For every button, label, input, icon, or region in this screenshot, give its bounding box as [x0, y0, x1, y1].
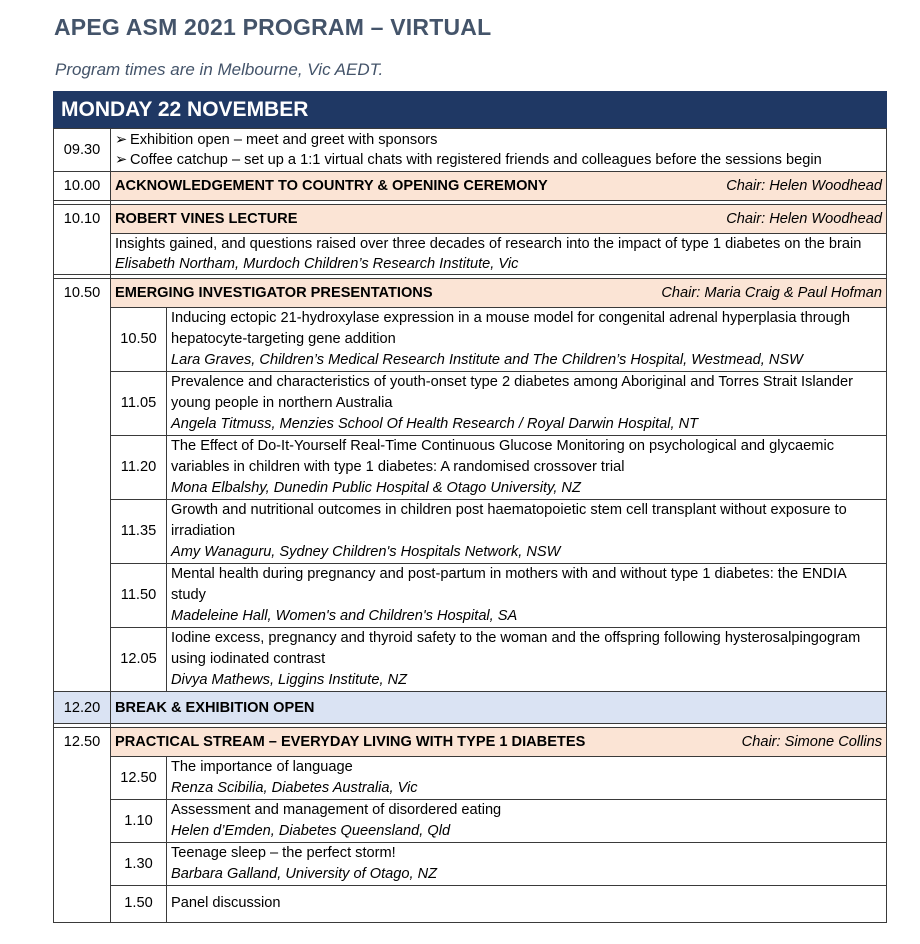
talk-time: 12.50 — [111, 757, 167, 800]
page-subtitle: Program times are in Melbourne, Vic AEDT. — [55, 60, 384, 79]
arrow-bullet-icon: ➢ — [115, 132, 128, 148]
talk-row — [111, 436, 886, 500]
intro-row — [54, 129, 887, 172]
intro-time: 09.30 — [54, 129, 111, 172]
talk-time: 1.10 — [111, 800, 167, 843]
session-chair: Chair: Helen Woodhead — [726, 211, 882, 227]
talk-row — [111, 308, 886, 372]
eip-talks — [111, 308, 887, 692]
session-chair: Chair: Simone Collins — [741, 734, 882, 750]
break-time: 12.20 — [54, 692, 111, 724]
session-row-opening — [54, 172, 887, 201]
session-header — [111, 279, 887, 308]
session-time: 10.00 — [54, 172, 111, 201]
talk-row — [111, 757, 886, 800]
session-title: ROBERT VINES LECTURE — [115, 211, 298, 227]
talk-title: Assessment and management of disordered eating — [171, 802, 502, 818]
talk-row — [111, 628, 886, 692]
session-row-lecture — [54, 205, 887, 234]
session-header — [111, 205, 887, 234]
session-row-practical — [54, 728, 887, 757]
talk-row — [111, 843, 886, 886]
talk-row — [111, 500, 886, 564]
talk-title: The Effect of Do-It-Yourself Real-Time Continuous Glucose Monitoring on psychological and glycaemic variables in children with type 1 diabetes: A randomised crossover trial — [171, 438, 834, 475]
lecture-talk-row — [54, 234, 887, 275]
talk-time: 11.05 — [111, 372, 167, 436]
talk-speaker: Elisabeth Northam, Murdoch Children’s Research Institute, Vic — [115, 256, 519, 272]
talk-cell — [167, 843, 887, 886]
talk-title: Prevalence and characteristics of youth-onset type 2 diabetes among Aboriginal and Torres Strait Islander young people in northern Australia — [171, 374, 853, 411]
talk-cell — [167, 757, 887, 800]
break-title: BREAK & EXHIBITION OPEN — [115, 699, 315, 716]
talk-title: Growth and nutritional outcomes in children post haematopoietic stem cell transplant without exposure to irradiation — [171, 502, 847, 539]
page-title: APEG ASM 2021 PROGRAM – VIRTUAL — [54, 14, 492, 40]
session-header — [111, 728, 887, 757]
talk-speaker: Divya Mathews, Liggins Institute, NZ — [171, 672, 408, 688]
talk-cell — [167, 436, 887, 500]
talk-title: Teenage sleep – the perfect storm! — [171, 845, 396, 861]
talk-cell — [167, 500, 887, 564]
talk-cell — [167, 564, 887, 628]
talk-title: Iodine excess, pregnancy and thyroid safety to the woman and the offspring following hysterosalpingogram using iodinated contrast — [171, 630, 861, 667]
talk-speaker: Lara Graves, Children’s Medical Research Institute and The Children’s Hospital, Westmead, NSW — [171, 352, 803, 368]
session-chair: Chair: Maria Craig & Paul Hofman — [661, 285, 882, 301]
arrow-bullet-icon: ➢ — [115, 152, 128, 168]
session-title: ACKNOWLEDGEMENT TO COUNTRY & OPENING CEREMONY — [115, 178, 548, 194]
session-title: EMERGING INVESTIGATOR PRESENTATIONS — [115, 285, 433, 301]
session-title: PRACTICAL STREAM – EVERYDAY LIVING WITH TYPE 1 DIABETES — [115, 734, 586, 750]
talk-cell — [167, 628, 887, 692]
session-row-eip — [54, 279, 887, 308]
session-header — [111, 172, 887, 201]
talk-time: 12.05 — [111, 628, 167, 692]
bullet-item: ➢ Exhibition open – meet and greet with sponsors — [115, 132, 438, 148]
session-chair: Chair: Helen Woodhead — [726, 178, 882, 194]
talk-title: Panel discussion — [171, 895, 281, 912]
talk-title: Inducing ectopic 21-hydroxylase expression in a mouse model for congenital adrenal hyperplasia through hepatocyte-targeting gene addition — [171, 310, 851, 347]
talk-cell — [167, 886, 887, 922]
talk-time: 11.35 — [111, 500, 167, 564]
talk-row — [111, 886, 886, 922]
talk-title: The importance of language — [171, 759, 353, 775]
practical-talks — [111, 757, 887, 923]
break-cell — [111, 692, 887, 724]
talk-cell — [167, 372, 887, 436]
intro-bullets — [111, 129, 887, 172]
day-header: MONDAY 22 NOVEMBER — [53, 91, 887, 128]
talk-title: Insights gained, and questions raised over three decades of research into the impact of type 1 diabetes on the brain — [115, 236, 862, 252]
talk-cell — [111, 234, 887, 275]
break-row — [54, 692, 887, 724]
talk-time: 10.50 — [111, 308, 167, 372]
bullet-item: ➢ Coffee catchup – set up a 1:1 virtual chats with registered friends and colleagues before the sessions begin — [115, 152, 822, 168]
talk-speaker: Amy Wanaguru, Sydney Children's Hospitals Network, NSW — [171, 544, 561, 560]
talk-time: 1.30 — [111, 843, 167, 886]
talk-row — [111, 800, 886, 843]
talk-list — [111, 308, 886, 691]
talk-row — [111, 564, 886, 628]
talk-title: Mental health during pregnancy and post-partum in mothers with and without type 1 diabetes: the ENDIA study — [171, 566, 846, 603]
talk-speaker: Renza Scibilia, Diabetes Australia, Vic — [171, 780, 418, 796]
talk-time: 11.50 — [111, 564, 167, 628]
talk-speaker: Mona Elbalshy, Dunedin Public Hospital & Otago University, NZ — [171, 480, 581, 496]
talk-list — [111, 757, 886, 922]
talk-speaker: Angela Titmuss, Menzies School Of Health Research / Royal Darwin Hospital, NT — [171, 416, 699, 432]
talk-speaker: Madeleine Hall, Women's and Children's Hospital, SA — [171, 608, 518, 624]
talk-speaker: Helen d’Emden, Diabetes Queensland, Qld — [171, 823, 451, 839]
talk-time: 11.20 — [111, 436, 167, 500]
talk-speaker: Barbara Galland, University of Otago, NZ — [171, 866, 438, 882]
talk-cell — [167, 308, 887, 372]
talk-row — [111, 372, 886, 436]
session-time: 12.50 — [54, 728, 111, 923]
program-table — [53, 128, 887, 923]
talk-time: 1.50 — [111, 886, 167, 922]
talk-cell — [167, 800, 887, 843]
session-time: 10.10 — [54, 205, 111, 275]
session-time: 10.50 — [54, 279, 111, 692]
